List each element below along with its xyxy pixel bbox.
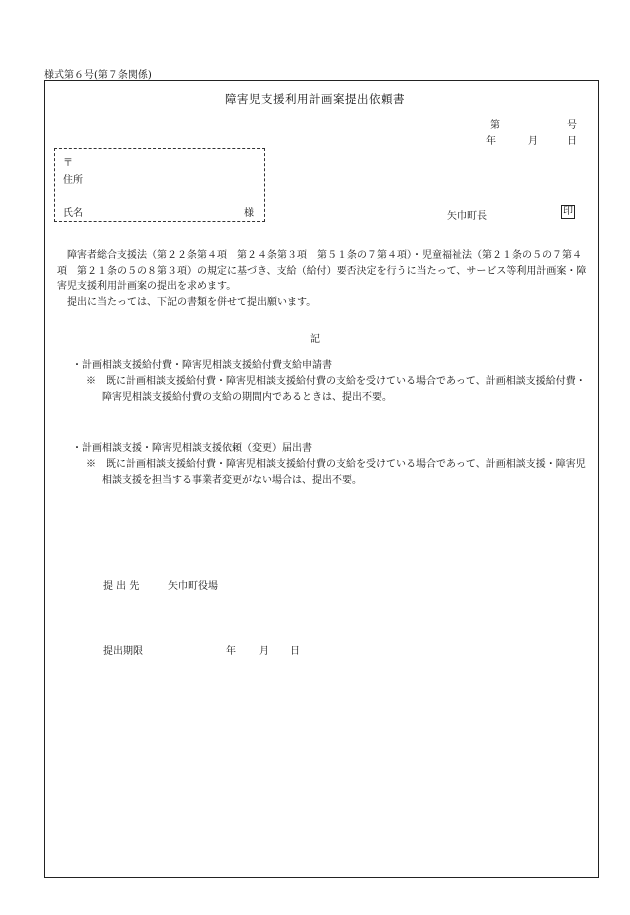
issuer-mayor: 矢巾町長 [447, 211, 487, 222]
item-1-title: ・計画相談支援給付費・障害児相談支援給付費支給申請書 [72, 360, 332, 371]
form-number-label: 様式第６号(第７条関係) [44, 70, 152, 81]
item-2-title: ・計画相談支援・障害児相談支援依頼（変更）届出書 [72, 443, 312, 454]
name-label: 氏名 [63, 208, 83, 219]
submission-destination-value: 矢巾町役場 [168, 581, 218, 592]
submission-destination-label: 提 出 先 [103, 581, 140, 592]
item-2-note: ※ 既に計画相談支援給付費・障害児相談支援給付費の支給を受けている場合であって、計画相談支援・障害児相談支援を担当する事業者変更がない場合は、提出不要。 [86, 459, 586, 486]
document-title: 障害児支援利用計画案提出依頼書 [225, 92, 405, 106]
seal-mark [561, 205, 575, 219]
deadline-year: 年 [226, 646, 236, 657]
address-label: 住所 [63, 175, 83, 186]
date-month: 月 [528, 136, 538, 147]
honorific-sama: 様 [244, 208, 254, 219]
date-year: 年 [486, 136, 496, 147]
body-paragraph-1: 障害者総合支援法（第２２条第４項 第２４条第３項 第５１条の７第４項）・児童福祉法（第２１条の５の７第４項 第２１条の５の８第３項）の規定に基づき、支給（給付）要否決定を行うに当たって、サービス等利用計画案・障害児支援利用計画案の提出を求めます。 [57, 250, 587, 292]
submission-deadline-label: 提出期限 [103, 646, 143, 657]
seal-text: 印 [563, 206, 573, 217]
deadline-day: 日 [290, 646, 300, 657]
body-paragraph-2: 提出に当たっては、下記の書類を併せて提出願います。 [67, 297, 317, 308]
date-day: 日 [567, 136, 577, 147]
ki-heading: 記 [310, 334, 320, 345]
address-box [54, 148, 265, 222]
deadline-month: 月 [259, 646, 269, 657]
number-go: 号 [567, 120, 577, 131]
postal-mark: 〒 [63, 158, 73, 169]
item-1-note: ※ 既に計画相談支援給付費・障害児相談支援給付費の支給を受けている場合であって、計画相談支援給付費・障害児相談支援給付費の支給の期間内であるときは、提出不要。 [86, 376, 586, 403]
number-dai: 第 [490, 120, 500, 131]
